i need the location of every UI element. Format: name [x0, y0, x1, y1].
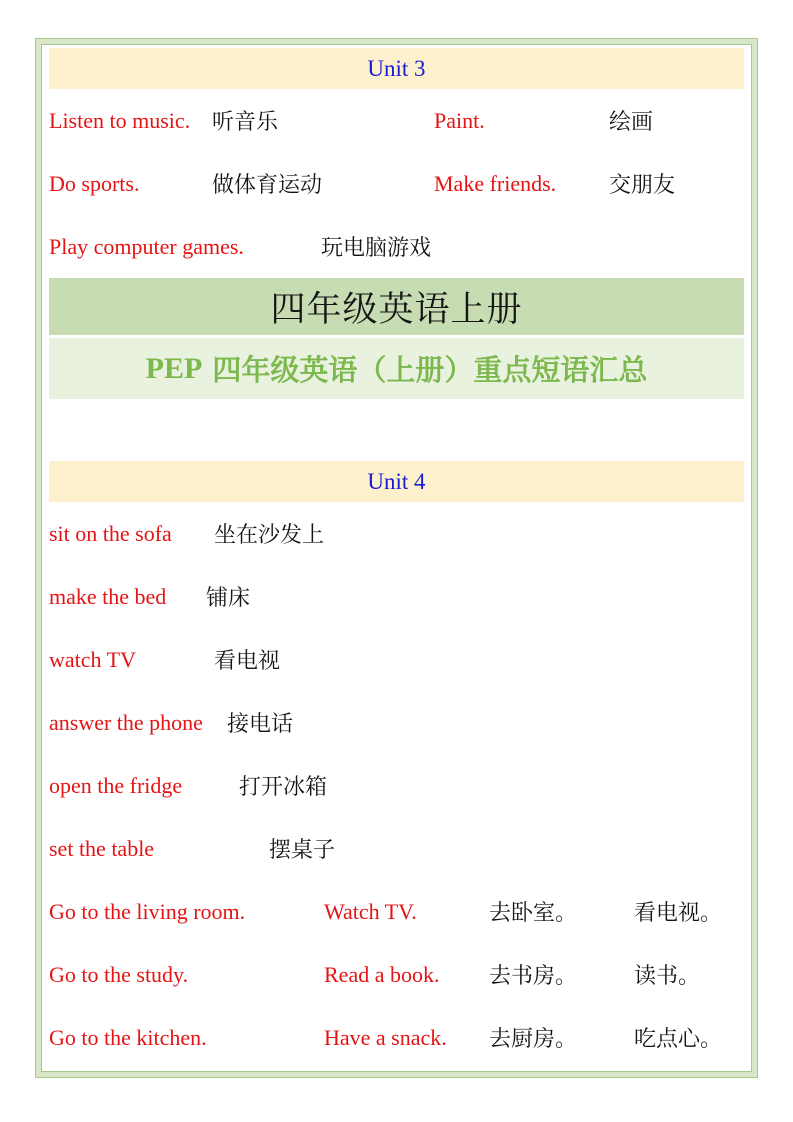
english-phrase: Paint.: [434, 107, 485, 133]
chinese-translation: 看电视: [214, 649, 281, 674]
english-sentence: Read a book.: [324, 961, 440, 987]
chinese-translation: 去卧室。: [489, 901, 578, 926]
chinese-translation: 玩电脑游戏: [321, 236, 432, 261]
phrase-row: [49, 754, 744, 817]
sentence-row: [49, 880, 744, 943]
chinese-translation: 接电话: [227, 712, 294, 737]
document-page: [41, 44, 752, 1072]
phrase-row: [49, 565, 744, 628]
blank-gap: [49, 399, 744, 461]
english-phrase: sit on the sofa: [49, 520, 172, 546]
chinese-translation: 读书。: [634, 964, 701, 989]
pep-subtitle-banner: [49, 338, 744, 399]
english-sentence: Watch TV.: [324, 898, 417, 924]
chinese-translation: 吃点心。: [634, 1027, 723, 1052]
phrase-row: [49, 502, 744, 565]
chinese-translation: 铺床: [206, 586, 251, 611]
chinese-translation: 看电视。: [634, 901, 723, 926]
unit4-header: Unit 4: [49, 461, 744, 502]
page-border-frame: [35, 38, 758, 1078]
unit3-phrase-list: [49, 89, 744, 278]
grade-title-banner: [49, 278, 744, 335]
english-phrase: set the table: [49, 835, 155, 861]
english-phrase: Make friends.: [434, 170, 557, 196]
chinese-translation: 听音乐: [212, 110, 279, 135]
phrase-row: [49, 628, 744, 691]
english-phrase: make the bed: [49, 583, 167, 609]
sentence-row: [49, 943, 744, 1006]
english-phrase: Play computer games.: [49, 233, 244, 259]
chinese-translation: 打开冰箱: [239, 775, 328, 800]
english-phrase: answer the phone: [49, 709, 203, 735]
phrase-row: [49, 89, 744, 152]
chinese-translation: 交朋友: [609, 173, 676, 198]
phrase-row: [49, 817, 744, 880]
pep-label: PEP: [145, 351, 203, 385]
english-sentence: Go to the study.: [49, 961, 189, 987]
english-phrase: open the fridge: [49, 772, 183, 798]
chinese-translation: 绘画: [609, 110, 654, 135]
chinese-translation: 坐在沙发上: [214, 523, 325, 548]
subtitle-text: 四年级英语（上册）重点短语汇总: [212, 353, 648, 387]
english-sentence: Go to the living room.: [49, 898, 246, 924]
phrase-row: [49, 691, 744, 754]
phrase-row: [49, 152, 744, 215]
chinese-translation: 去厨房。: [489, 1027, 578, 1052]
chinese-translation: 摆桌子: [269, 838, 336, 863]
english-phrase: Do sports.: [49, 170, 140, 196]
english-phrase: watch TV: [49, 646, 136, 672]
chinese-translation: 去书房。: [489, 964, 578, 989]
english-sentence: Have a snack.: [324, 1024, 447, 1050]
grade-title: 四年级英语上册: [270, 289, 523, 330]
english-phrase: Listen to music.: [49, 107, 191, 133]
unit4-phrase-list: [49, 502, 744, 880]
sentence-row: [49, 1006, 744, 1069]
chinese-translation: 做体育运动: [212, 173, 323, 198]
unit4-sentence-list: [49, 880, 744, 1069]
english-sentence: Go to the kitchen.: [49, 1024, 207, 1050]
unit3-header: Unit 3: [49, 48, 744, 89]
phrase-row: [49, 215, 744, 278]
